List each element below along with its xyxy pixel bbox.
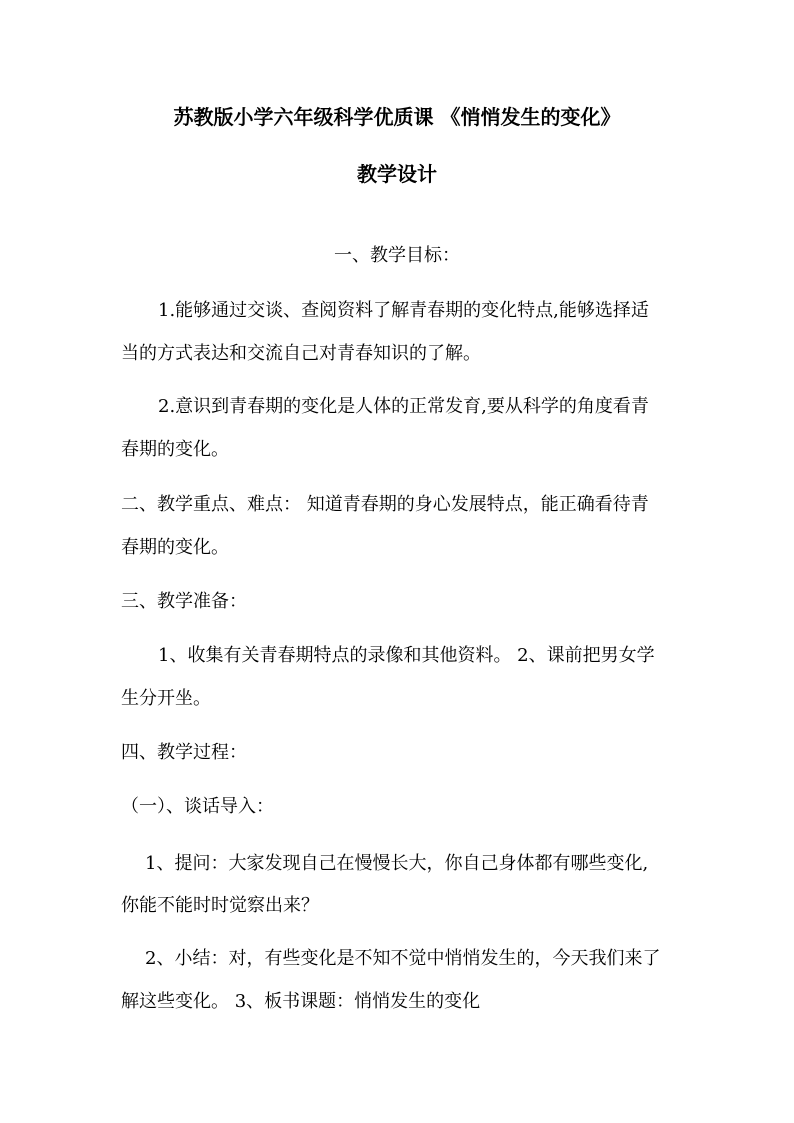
- section4-heading: 四、教学过程：: [121, 742, 247, 763]
- section1-item1-line2: 当的方式表达和交流自己对青春知识的了解。: [121, 343, 481, 364]
- section3-line1: 1、收集有关青春期特点的录像和其他资料。 2、课前把男女学: [158, 645, 655, 666]
- section3-heading: 三、教学准备：: [121, 591, 247, 612]
- document-title: 苏教版小学六年级科学优质课 《悄悄发生的变化》: [173, 105, 621, 129]
- section4-sub1-heading: （一）、谈话导入：: [121, 796, 274, 817]
- section4-item2-line2: 解这些变化。 3、板书课题：悄悄发生的变化: [121, 991, 481, 1012]
- section1-heading: 一、教学目标：: [334, 245, 460, 266]
- document-subtitle: 教学设计: [357, 162, 437, 186]
- section1-item2-line2: 春期的变化。: [121, 439, 229, 460]
- section4-item1-line1: 1、提问：大家发现自己在慢慢长大，你自己身体都有哪些变化,: [145, 853, 649, 874]
- section1-item1-line1: 1.能够通过交谈、查阅资料了解青春期的变化特点,能够选择适: [158, 300, 649, 321]
- section2-line1: 二、教学重点、难点： 知道青春期的身心发展特点，能正确看待青: [121, 494, 649, 515]
- section2-line2: 春期的变化。: [121, 537, 229, 558]
- section4-item2-line1: 2、小结：对，有些变化是不知不觉中悄悄发生的，今天我们来了: [145, 948, 661, 969]
- section4-item1-line2: 你能不能时时觉察出来？: [121, 895, 319, 916]
- section1-item2-line1: 2.意识到青春期的变化是人体的正常发育,要从科学的角度看青: [158, 396, 649, 417]
- section3-line2: 生分开坐。: [121, 688, 211, 709]
